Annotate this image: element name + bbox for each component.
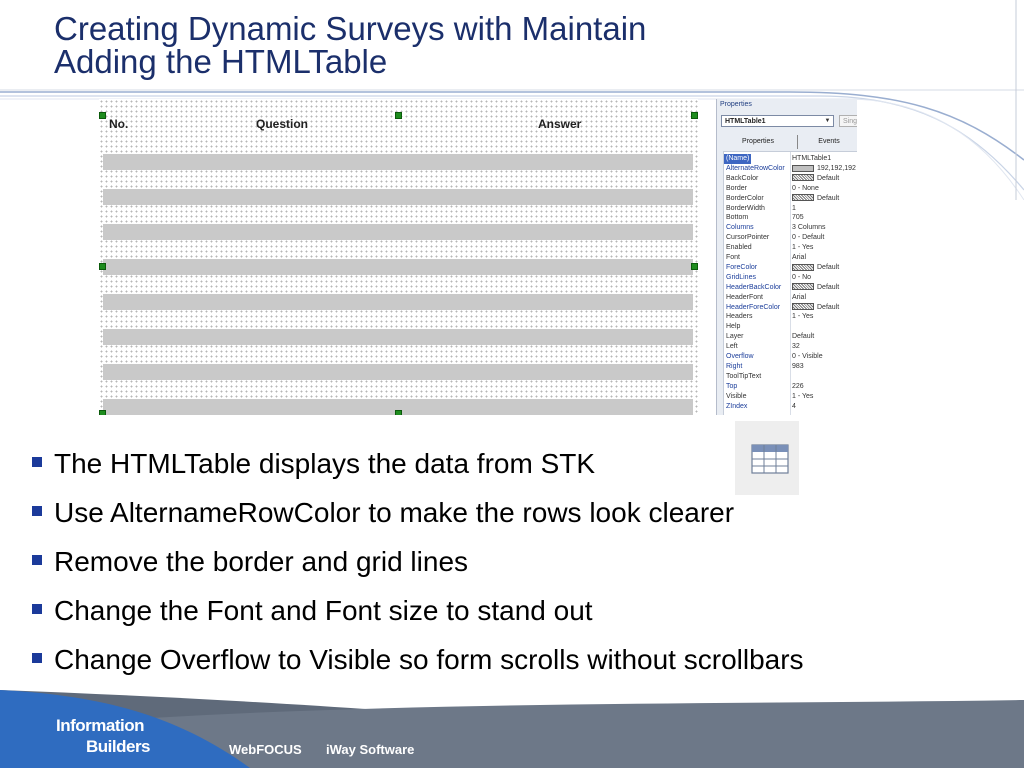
table-grid-icon — [735, 421, 799, 495]
property-value: 705 — [792, 214, 804, 222]
property-row[interactable] — [724, 194, 857, 204]
property-value-text: Default — [817, 303, 840, 311]
property-value-text: Default — [817, 174, 840, 182]
column-header-answer: Answer — [538, 117, 582, 131]
property-name: ZIndex — [726, 402, 748, 410]
form-designer-canvas[interactable] — [99, 99, 698, 415]
single-button[interactable]: Sing — [839, 115, 857, 127]
property-row[interactable] — [724, 362, 857, 372]
property-name: BackColor — [726, 174, 759, 182]
bullet-square-icon — [32, 555, 42, 565]
selection-handle[interactable] — [395, 410, 402, 415]
property-value: 226 — [792, 382, 804, 390]
property-name: BorderColor — [726, 194, 764, 202]
tab-properties[interactable]: Properties — [742, 138, 774, 145]
property-row[interactable] — [724, 342, 857, 352]
bullet-square-icon — [32, 653, 42, 663]
property-name: HeaderForeColor — [726, 303, 781, 311]
property-row[interactable] — [724, 303, 857, 313]
property-row[interactable] — [724, 184, 857, 194]
property-value: 1 - Yes — [792, 313, 814, 321]
property-row[interactable] — [724, 283, 857, 293]
title-line-1: Creating Dynamic Surveys with Maintain — [54, 10, 647, 47]
property-name: Font — [726, 254, 741, 261]
property-name: (Name) — [726, 155, 750, 162]
property-row[interactable] — [724, 293, 857, 303]
color-swatch — [792, 174, 814, 181]
color-swatch — [792, 165, 814, 172]
property-name: Border — [726, 184, 748, 192]
product-iway: iWay Software — [326, 742, 415, 757]
property-row[interactable] — [724, 164, 857, 174]
color-swatch — [792, 264, 814, 271]
property-value: Arial — [792, 254, 807, 261]
property-value — [792, 194, 839, 204]
property-value: 0 - Visible — [792, 353, 823, 360]
property-row[interactable] — [724, 213, 857, 223]
bullet-text: Remove the border and grid lines — [54, 546, 469, 577]
property-value — [792, 174, 839, 184]
property-row[interactable] — [724, 352, 857, 362]
property-value: 0 - None — [792, 184, 819, 192]
property-value: Arial — [792, 293, 807, 301]
property-row[interactable] — [724, 312, 857, 322]
selection-handle[interactable] — [99, 112, 106, 119]
property-name: Overflow — [726, 353, 754, 360]
property-name: Columns — [726, 224, 754, 232]
property-value: 983 — [792, 362, 804, 370]
column-header-question: Question — [256, 117, 309, 131]
selected-object-name: HTMLTable1 — [725, 118, 766, 125]
slide-title — [54, 12, 646, 78]
property-name: HeaderBackColor — [726, 283, 782, 291]
bullet-square-icon — [32, 604, 42, 614]
selection-handle[interactable] — [691, 263, 698, 270]
property-row[interactable] — [724, 154, 857, 164]
property-name: ForeColor — [726, 263, 758, 271]
property-value-text: Default — [817, 263, 840, 271]
column-header-no: No. — [109, 117, 129, 131]
property-row[interactable] — [724, 392, 857, 402]
property-value: 1 - Yes — [792, 392, 814, 400]
bullet-text: Change Overflow to Visible so form scrolls without scrollbars — [54, 644, 804, 675]
property-name: Bottom — [726, 214, 749, 222]
company-logo-line2: Builders — [86, 737, 151, 756]
property-name: AlternateRowColor — [726, 164, 785, 172]
property-name: Help — [726, 323, 741, 331]
property-name: Top — [726, 382, 738, 390]
property-row[interactable] — [724, 263, 857, 273]
property-name: Headers — [726, 313, 753, 321]
footer-banner — [0, 670, 1024, 768]
property-value: 1 — [792, 204, 796, 212]
property-value: 32 — [792, 343, 800, 351]
property-row[interactable] — [724, 382, 857, 392]
property-row[interactable] — [724, 253, 857, 263]
property-value — [792, 283, 839, 293]
property-value-text: 192,192,192 — [817, 164, 856, 172]
property-value: Default — [792, 333, 815, 341]
properties-panel-title: Properties — [720, 101, 752, 108]
property-value: HTMLTable1 — [792, 155, 832, 162]
property-value-text: Default — [817, 283, 840, 291]
object-selector-dropdown[interactable] — [721, 115, 834, 127]
property-value: 4 — [792, 402, 796, 410]
property-name: Enabled — [726, 244, 752, 252]
bullet-square-icon — [32, 457, 42, 467]
property-row[interactable] — [724, 223, 857, 233]
bullet-text: Change the Font and Font size to stand out — [54, 595, 593, 626]
property-name: ToolTipText — [726, 372, 762, 380]
bullet-text: The HTMLTable displays the data from STK — [54, 448, 596, 479]
selection-handle[interactable] — [99, 410, 106, 415]
property-name: Layer — [726, 333, 744, 341]
property-name: Left — [726, 343, 738, 351]
alternate-row — [103, 329, 693, 345]
property-name: Visible — [726, 392, 747, 400]
property-value: 0 - No — [792, 273, 812, 281]
property-row[interactable] — [724, 273, 857, 283]
property-row[interactable] — [724, 233, 857, 243]
property-row[interactable] — [724, 204, 857, 214]
alternate-row — [103, 364, 693, 380]
property-row[interactable] — [724, 332, 857, 342]
company-logo-line1: Information — [56, 716, 144, 735]
property-row[interactable] — [724, 322, 857, 332]
bullet-text: Use AlternameRowColor to make the rows look clearer — [54, 497, 735, 528]
properties-panel — [716, 99, 857, 415]
property-name: Right — [726, 362, 743, 370]
property-name: BorderWidth — [726, 204, 765, 212]
selection-handle[interactable] — [395, 112, 402, 119]
property-value: 1 - Yes — [792, 244, 814, 252]
property-name: HeaderFont — [726, 293, 763, 301]
property-value: 0 - Default — [792, 234, 825, 242]
color-swatch — [792, 194, 814, 201]
alternate-row — [103, 259, 693, 275]
tab-events[interactable]: Events — [797, 135, 857, 149]
product-webfocus: WebFOCUS — [229, 742, 302, 757]
bullet-square-icon — [32, 506, 42, 516]
property-grid — [723, 151, 857, 415]
property-name: GridLines — [726, 273, 756, 281]
htmltable-tool-icon — [735, 421, 799, 495]
property-row[interactable] — [724, 402, 857, 412]
property-row[interactable] — [724, 243, 857, 253]
alternate-row — [103, 224, 693, 240]
property-value-text: Default — [817, 194, 840, 202]
property-row[interactable] — [724, 372, 857, 382]
color-swatch — [792, 303, 814, 310]
property-row[interactable] — [724, 174, 857, 184]
color-swatch — [792, 283, 814, 290]
property-name: CursorPointer — [726, 234, 770, 242]
selection-handle[interactable] — [691, 112, 698, 119]
property-value: 3 Columns — [792, 224, 826, 232]
chevron-down-icon[interactable]: ▼ — [824, 118, 831, 124]
alternate-row — [103, 189, 693, 205]
title-line-2: Adding the HTMLTable — [54, 43, 388, 80]
alternate-row — [103, 154, 693, 170]
alternate-row — [103, 294, 693, 310]
selection-handle[interactable] — [99, 263, 106, 270]
property-value — [792, 263, 839, 273]
property-value — [792, 164, 856, 174]
property-value — [792, 303, 839, 313]
